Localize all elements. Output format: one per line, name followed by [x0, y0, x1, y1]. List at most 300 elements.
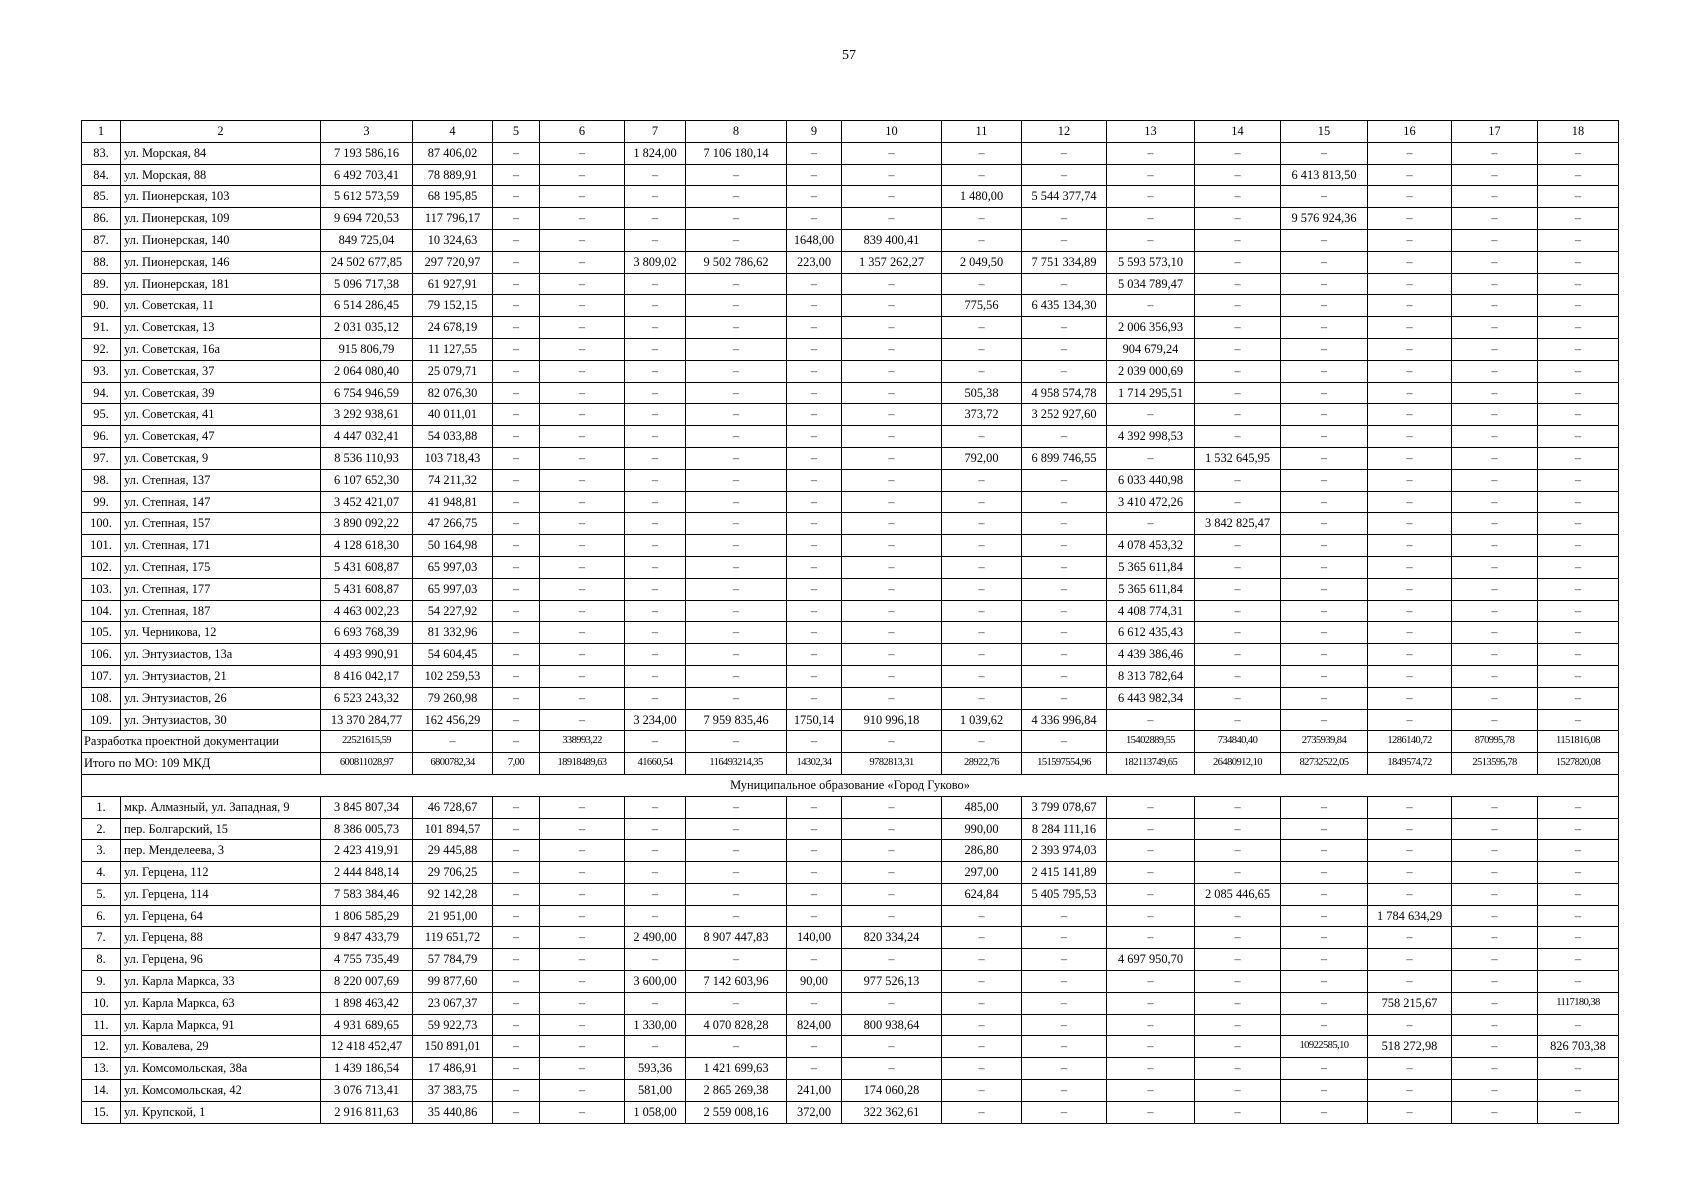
building-address: ул. Герцена, 88 — [121, 927, 321, 949]
amount-cell: 826 703,38 — [1538, 1036, 1619, 1058]
amount-cell: – — [1368, 1101, 1452, 1123]
amount-cell: – — [1107, 1080, 1195, 1102]
building-address: ул. Советская, 37 — [121, 360, 321, 382]
amount-cell: – — [787, 164, 842, 186]
summary-amount: 28922,76 — [942, 753, 1022, 775]
amount-cell: – — [493, 556, 540, 578]
amount-cell: – — [1538, 1080, 1619, 1102]
amount-cell: – — [1022, 1014, 1107, 1036]
amount-cell: – — [787, 142, 842, 164]
amount-cell: – — [842, 1058, 942, 1080]
amount-cell: – — [1022, 491, 1107, 513]
amount-cell: 8 313 782,64 — [1107, 665, 1195, 687]
column-number-header: 13 — [1107, 121, 1195, 143]
amount-cell: 1 480,00 — [942, 186, 1022, 208]
amount-cell: – — [1195, 709, 1281, 731]
amount-cell: – — [540, 404, 625, 426]
amount-cell: – — [942, 578, 1022, 600]
amount-cell: – — [1452, 1036, 1538, 1058]
amount-cell: – — [625, 687, 686, 709]
capital-repair-register-table — [81, 120, 1619, 1124]
amount-cell: – — [1538, 927, 1619, 949]
amount-cell: – — [686, 862, 787, 884]
amount-cell: 5 431 608,87 — [321, 556, 413, 578]
amount-cell: 12 418 452,47 — [321, 1036, 413, 1058]
amount-cell: – — [842, 796, 942, 818]
amount-cell: 50 164,98 — [413, 535, 493, 557]
amount-cell: – — [625, 491, 686, 513]
amount-cell: 2 393 974,03 — [1022, 840, 1107, 862]
amount-cell: – — [1281, 665, 1368, 687]
amount-cell: – — [686, 687, 787, 709]
amount-cell: 102 259,53 — [413, 665, 493, 687]
building-address: ул. Пионерская, 103 — [121, 186, 321, 208]
amount-cell: – — [787, 186, 842, 208]
amount-cell: – — [1538, 273, 1619, 295]
amount-cell: – — [493, 447, 540, 469]
building-address: ул. Степная, 171 — [121, 535, 321, 557]
amount-cell: – — [842, 535, 942, 557]
amount-cell: – — [1281, 469, 1368, 491]
amount-cell: – — [625, 796, 686, 818]
amount-cell: 4 958 574,78 — [1022, 382, 1107, 404]
building-address: ул. Энтузиастов, 21 — [121, 665, 321, 687]
amount-cell: – — [1452, 971, 1538, 993]
amount-cell: 3 809,02 — [625, 251, 686, 273]
amount-cell: – — [1195, 186, 1281, 208]
amount-cell: – — [842, 622, 942, 644]
amount-cell: 82 076,30 — [413, 382, 493, 404]
amount-cell: 81 332,96 — [413, 622, 493, 644]
amount-cell: – — [1452, 905, 1538, 927]
amount-cell: 4 070 828,28 — [686, 1014, 787, 1036]
amount-cell: – — [1538, 949, 1619, 971]
amount-cell: – — [1452, 469, 1538, 491]
amount-cell: – — [1281, 1101, 1368, 1123]
table-row — [82, 971, 1619, 993]
amount-cell: 800 938,64 — [842, 1014, 942, 1036]
amount-cell: 820 334,24 — [842, 927, 942, 949]
amount-cell: – — [686, 273, 787, 295]
row-number: 86. — [82, 208, 121, 230]
building-address: ул. Карла Маркса, 91 — [121, 1014, 321, 1036]
amount-cell: – — [493, 229, 540, 251]
amount-cell: – — [540, 426, 625, 448]
amount-cell: 839 400,41 — [842, 229, 942, 251]
design-documentation-row — [82, 731, 1619, 753]
amount-cell: – — [942, 513, 1022, 535]
amount-cell: – — [1538, 971, 1619, 993]
amount-cell: – — [1538, 426, 1619, 448]
table-row — [82, 644, 1619, 666]
amount-cell: – — [1107, 186, 1195, 208]
amount-cell: 78 889,91 — [413, 164, 493, 186]
amount-cell: 1 421 699,63 — [686, 1058, 787, 1080]
amount-cell: 74 211,32 — [413, 469, 493, 491]
amount-cell: – — [842, 513, 942, 535]
amount-cell: 29 445,88 — [413, 840, 493, 862]
amount-cell: 297 720,97 — [413, 251, 493, 273]
amount-cell: – — [1022, 665, 1107, 687]
amount-cell: – — [842, 818, 942, 840]
amount-cell: – — [540, 1080, 625, 1102]
amount-cell: – — [787, 1036, 842, 1058]
amount-cell: – — [686, 382, 787, 404]
amount-cell: – — [540, 382, 625, 404]
amount-cell: 23 067,37 — [413, 992, 493, 1014]
amount-cell: – — [686, 600, 787, 622]
column-number-header: 6 — [540, 121, 625, 143]
amount-cell: 29 706,25 — [413, 862, 493, 884]
amount-cell: – — [1452, 295, 1538, 317]
amount-cell: 2 444 848,14 — [321, 862, 413, 884]
amount-cell: – — [1452, 164, 1538, 186]
amount-cell: 4 128 618,30 — [321, 535, 413, 557]
amount-cell: – — [842, 186, 942, 208]
summary-amount: 26480912,10 — [1195, 753, 1281, 775]
amount-cell: 6 693 768,39 — [321, 622, 413, 644]
amount-cell: – — [625, 469, 686, 491]
table-row — [82, 295, 1619, 317]
amount-cell: – — [942, 273, 1022, 295]
amount-cell: 5 096 717,38 — [321, 273, 413, 295]
amount-cell: – — [625, 644, 686, 666]
amount-cell: – — [540, 273, 625, 295]
row-number: 4. — [82, 862, 121, 884]
amount-cell: – — [942, 360, 1022, 382]
summary-amount: – — [842, 731, 942, 753]
amount-cell: 1 357 262,27 — [842, 251, 942, 273]
amount-cell: – — [493, 208, 540, 230]
amount-cell: – — [942, 317, 1022, 339]
amount-cell: 117 796,17 — [413, 208, 493, 230]
row-number: 94. — [82, 382, 121, 404]
amount-cell: – — [686, 469, 787, 491]
amount-cell: – — [1281, 840, 1368, 862]
amount-cell: – — [1281, 251, 1368, 273]
amount-cell: 47 266,75 — [413, 513, 493, 535]
amount-cell: – — [1368, 186, 1452, 208]
amount-cell: – — [1022, 578, 1107, 600]
amount-cell: – — [493, 164, 540, 186]
building-address: ул. Комсомольская, 38а — [121, 1058, 321, 1080]
summary-amount: 2735939,84 — [1281, 731, 1368, 753]
amount-cell: – — [493, 1058, 540, 1080]
amount-cell: – — [1538, 818, 1619, 840]
table-row — [82, 949, 1619, 971]
amount-cell: – — [1195, 927, 1281, 949]
amount-cell: – — [540, 295, 625, 317]
amount-cell: – — [625, 600, 686, 622]
amount-cell: 824,00 — [787, 1014, 842, 1036]
amount-cell: – — [1368, 338, 1452, 360]
amount-cell: – — [1022, 992, 1107, 1014]
building-address: ул. Морская, 84 — [121, 142, 321, 164]
amount-cell: – — [686, 622, 787, 644]
amount-cell: 6 612 435,43 — [1107, 622, 1195, 644]
amount-cell: – — [842, 295, 942, 317]
amount-cell: 373,72 — [942, 404, 1022, 426]
amount-cell: – — [1195, 818, 1281, 840]
amount-cell: – — [842, 164, 942, 186]
amount-cell: – — [1195, 556, 1281, 578]
building-address: ул. Степная, 177 — [121, 578, 321, 600]
amount-cell: 1 058,00 — [625, 1101, 686, 1123]
amount-cell: – — [1022, 1058, 1107, 1080]
amount-cell: – — [1281, 862, 1368, 884]
amount-cell: – — [686, 513, 787, 535]
amount-cell: – — [787, 338, 842, 360]
amount-cell: 241,00 — [787, 1080, 842, 1102]
amount-cell: – — [540, 1036, 625, 1058]
amount-cell: – — [842, 600, 942, 622]
amount-cell: 87 406,02 — [413, 142, 493, 164]
amount-cell: 223,00 — [787, 251, 842, 273]
amount-cell: – — [625, 164, 686, 186]
amount-cell: – — [493, 251, 540, 273]
amount-cell: – — [625, 665, 686, 687]
row-number: 13. — [82, 1058, 121, 1080]
amount-cell: – — [1195, 971, 1281, 993]
amount-cell: – — [1538, 883, 1619, 905]
amount-cell: – — [686, 317, 787, 339]
amount-cell: – — [1195, 491, 1281, 513]
amount-cell: 3 292 938,61 — [321, 404, 413, 426]
amount-cell: – — [540, 186, 625, 208]
amount-cell: 4 078 453,32 — [1107, 535, 1195, 557]
amount-cell: – — [1538, 1101, 1619, 1123]
amount-cell: – — [1538, 513, 1619, 535]
amount-cell: 624,84 — [942, 883, 1022, 905]
row-number: 87. — [82, 229, 121, 251]
table-row — [82, 556, 1619, 578]
amount-cell: – — [1195, 164, 1281, 186]
amount-cell: – — [625, 273, 686, 295]
row-number: 89. — [82, 273, 121, 295]
column-number-header: 8 — [686, 121, 787, 143]
amount-cell: – — [1195, 1080, 1281, 1102]
amount-cell: 4 447 032,41 — [321, 426, 413, 448]
amount-cell: – — [842, 338, 942, 360]
table-row — [82, 578, 1619, 600]
amount-cell: – — [1452, 709, 1538, 731]
amount-cell: – — [1281, 360, 1368, 382]
amount-cell: – — [540, 578, 625, 600]
amount-cell: – — [942, 971, 1022, 993]
table-row — [82, 665, 1619, 687]
amount-cell: – — [1107, 513, 1195, 535]
amount-cell: 65 997,03 — [413, 578, 493, 600]
table-row — [82, 818, 1619, 840]
row-number: 91. — [82, 317, 121, 339]
amount-cell: 758 215,67 — [1368, 992, 1452, 1014]
table-row — [82, 992, 1619, 1014]
amount-cell: – — [787, 992, 842, 1014]
amount-cell: – — [942, 491, 1022, 513]
amount-cell: – — [1107, 840, 1195, 862]
column-number-header: 9 — [787, 121, 842, 143]
amount-cell: – — [1281, 992, 1368, 1014]
amount-cell: – — [1538, 469, 1619, 491]
amount-cell: – — [842, 447, 942, 469]
amount-cell: – — [1368, 578, 1452, 600]
amount-cell: – — [625, 382, 686, 404]
amount-cell: – — [1538, 382, 1619, 404]
amount-cell: – — [540, 556, 625, 578]
amount-cell: 4 408 774,31 — [1107, 600, 1195, 622]
amount-cell: – — [1195, 600, 1281, 622]
table-row — [82, 535, 1619, 557]
amount-cell: 1 439 186,54 — [321, 1058, 413, 1080]
summary-amount: 18918489,63 — [540, 753, 625, 775]
column-number-header: 16 — [1368, 121, 1452, 143]
amount-cell: – — [842, 382, 942, 404]
amount-cell: – — [1368, 229, 1452, 251]
amount-cell: – — [1452, 665, 1538, 687]
amount-cell: – — [1022, 338, 1107, 360]
amount-cell: – — [540, 992, 625, 1014]
amount-cell: – — [1452, 883, 1538, 905]
row-number: 104. — [82, 600, 121, 622]
amount-cell: – — [540, 840, 625, 862]
building-address: ул. Советская, 41 — [121, 404, 321, 426]
building-address: ул. Карла Маркса, 63 — [121, 992, 321, 1014]
amount-cell: – — [1538, 295, 1619, 317]
amount-cell: 5 544 377,74 — [1022, 186, 1107, 208]
amount-cell: – — [1107, 927, 1195, 949]
amount-cell: – — [1538, 164, 1619, 186]
amount-cell: – — [1538, 317, 1619, 339]
amount-cell: – — [493, 426, 540, 448]
municipality-total-row — [82, 753, 1619, 775]
building-address: ул. Степная, 157 — [121, 513, 321, 535]
amount-cell: – — [1538, 360, 1619, 382]
amount-cell: – — [942, 338, 1022, 360]
amount-cell: – — [1281, 491, 1368, 513]
amount-cell: – — [1368, 644, 1452, 666]
amount-cell: 9 576 924,36 — [1281, 208, 1368, 230]
amount-cell: – — [942, 949, 1022, 971]
building-address: ул. Энтузиастов, 13а — [121, 644, 321, 666]
amount-cell: – — [686, 818, 787, 840]
amount-cell: 5 431 608,87 — [321, 578, 413, 600]
amount-cell: – — [842, 840, 942, 862]
amount-cell: – — [1368, 883, 1452, 905]
amount-cell: – — [1022, 360, 1107, 382]
amount-cell: – — [1368, 273, 1452, 295]
amount-cell: – — [625, 360, 686, 382]
amount-cell: – — [493, 1101, 540, 1123]
amount-cell: – — [1195, 295, 1281, 317]
amount-cell: 68 195,85 — [413, 186, 493, 208]
amount-cell: – — [1195, 578, 1281, 600]
summary-amount: – — [625, 731, 686, 753]
amount-cell: – — [787, 949, 842, 971]
amount-cell: – — [1538, 796, 1619, 818]
amount-cell: – — [493, 295, 540, 317]
amount-cell: – — [1368, 971, 1452, 993]
summary-amount: 41660,54 — [625, 753, 686, 775]
amount-cell: – — [493, 1014, 540, 1036]
amount-cell: – — [540, 862, 625, 884]
amount-cell: 3 799 078,67 — [1022, 796, 1107, 818]
amount-cell: – — [942, 1036, 1022, 1058]
column-number-header: 12 — [1022, 121, 1107, 143]
amount-cell: – — [1368, 208, 1452, 230]
column-number-header: 3 — [321, 121, 413, 143]
building-address: ул. Энтузиастов, 26 — [121, 687, 321, 709]
amount-cell: – — [787, 404, 842, 426]
summary-amount: 116493214,35 — [686, 753, 787, 775]
amount-cell: – — [842, 142, 942, 164]
amount-cell: – — [842, 992, 942, 1014]
amount-cell: – — [686, 1036, 787, 1058]
amount-cell: – — [540, 905, 625, 927]
amount-cell: 792,00 — [942, 447, 1022, 469]
summary-amount: 9782813,31 — [842, 753, 942, 775]
amount-cell: – — [1452, 338, 1538, 360]
amount-cell: – — [540, 709, 625, 731]
row-number: 92. — [82, 338, 121, 360]
amount-cell: – — [1452, 251, 1538, 273]
amount-cell: – — [842, 360, 942, 382]
amount-cell: – — [1368, 447, 1452, 469]
amount-cell: – — [1368, 404, 1452, 426]
summary-amount: – — [787, 731, 842, 753]
table-row — [82, 840, 1619, 862]
amount-cell: – — [842, 905, 942, 927]
amount-cell: – — [1022, 229, 1107, 251]
amount-cell: – — [540, 622, 625, 644]
row-number: 90. — [82, 295, 121, 317]
amount-cell: – — [1368, 382, 1452, 404]
amount-cell: – — [1281, 426, 1368, 448]
row-number: 103. — [82, 578, 121, 600]
amount-cell: – — [1452, 142, 1538, 164]
building-address: ул. Советская, 39 — [121, 382, 321, 404]
amount-cell: – — [1368, 164, 1452, 186]
amount-cell: 9 694 720,53 — [321, 208, 413, 230]
amount-cell: – — [1368, 1014, 1452, 1036]
table-row — [82, 447, 1619, 469]
amount-cell: – — [686, 338, 787, 360]
row-number: 11. — [82, 1014, 121, 1036]
amount-cell: 4 755 735,49 — [321, 949, 413, 971]
amount-cell: – — [1281, 1080, 1368, 1102]
column-number-header: 7 — [625, 121, 686, 143]
amount-cell: – — [842, 404, 942, 426]
amount-cell: – — [942, 556, 1022, 578]
amount-cell: – — [942, 644, 1022, 666]
amount-cell: – — [1107, 295, 1195, 317]
amount-cell: – — [1195, 949, 1281, 971]
amount-cell: – — [942, 164, 1022, 186]
amount-cell: – — [1195, 840, 1281, 862]
row-number: 95. — [82, 404, 121, 426]
amount-cell: – — [842, 208, 942, 230]
amount-cell: – — [540, 883, 625, 905]
building-address: ул. Комсомольская, 42 — [121, 1080, 321, 1102]
amount-cell: 518 272,98 — [1368, 1036, 1452, 1058]
amount-cell: 11 127,55 — [413, 338, 493, 360]
amount-cell: 3 234,00 — [625, 709, 686, 731]
amount-cell: – — [842, 491, 942, 513]
building-address: ул. Пионерская, 109 — [121, 208, 321, 230]
row-number: 108. — [82, 687, 121, 709]
building-address: ул. Морская, 88 — [121, 164, 321, 186]
amount-cell: – — [942, 992, 1022, 1014]
amount-cell: – — [1107, 905, 1195, 927]
